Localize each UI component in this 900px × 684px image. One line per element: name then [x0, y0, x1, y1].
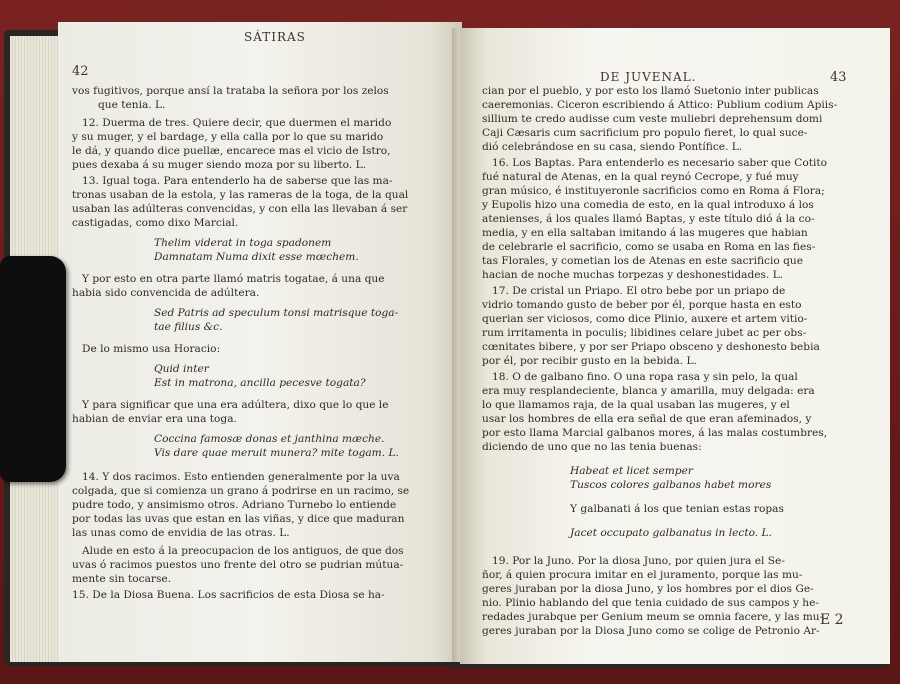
- right-text-line: Y galbanati á los que tenian estas ropas: [570, 503, 784, 515]
- left-text-line: Damnatam Numa dixit esse mœchem.: [154, 251, 359, 263]
- right-text-line: por él, por recibir gusto en la bebida. L.: [482, 355, 697, 367]
- left-text-line: pues dexaba á su muger siendo moza por su liberto. L.: [72, 159, 366, 171]
- left-text-line: uvas ó racimos puestos uno frente del otro se pudrian mútua-: [72, 559, 404, 571]
- left-text-line: vos fugitivos, porque ansí la trataba la señora por los zelos: [72, 85, 389, 97]
- right-text-line: rum irritamenta in poculis; libidines celare jubet ac per obs-: [482, 327, 807, 339]
- right-text-line: usar los hombres de ella era señal de que eran afeminados, y: [482, 413, 812, 425]
- right-text-line: caeremonias. Ciceron escribiendo á Attico: Publium codium Apiis-: [482, 99, 838, 111]
- left-text-line: colgada, que si comienza un grano á podrirse en un racimo, se: [72, 485, 410, 497]
- left-text-line: por todas las uvas que estan en las viñas, y dice que maduran: [72, 513, 405, 525]
- right-text-line: gran músico, é instituyeronle sacrificios como en Roma á Flora;: [482, 185, 825, 197]
- right-text-line: 18. O de galbano fino. O una ropa rasa y sin pelo, la qual: [492, 371, 798, 383]
- right-text-line: geres juraban por la diosa Juno, y los hombres por el dios Ge-: [482, 583, 814, 595]
- right-text-line: geres juraban por la Diosa Juno como se colige de Petronio Ar-: [482, 625, 820, 637]
- left-text-line: pudre todo, y ansimismo otros. Adriano Turnebo lo entiende: [72, 499, 397, 511]
- left-text-line: Quid inter: [154, 363, 209, 375]
- left-text-line: Y para significar que una era adúltera, dixo que lo que le: [82, 399, 389, 411]
- right-text-line: hacian de noche muchas torpezas y deshonestidades. L.: [482, 269, 784, 281]
- page-number-left: 42: [72, 64, 89, 79]
- left-text-line: tronas usaban de la estola, y las rameras de la toga, de la qual: [72, 189, 409, 201]
- signature-mark: E 2: [820, 612, 844, 628]
- right-text-line: Caji Cæsaris cum sacrificium pro populo fieret, lo qual suce-: [482, 127, 808, 139]
- bookmark-tab: [0, 256, 66, 482]
- right-text-line: redades jurabque per Genium meum se omnia facere, y las mu-: [482, 611, 824, 623]
- right-text-line: y Eupolis hizo una comedia de esto, en la qual introduxo á los: [482, 199, 814, 211]
- left-text-line: Sed Patris ad speculum tonsi matrisque toga-: [154, 307, 399, 319]
- left-text-line: Thelim viderat in toga spadonem: [154, 237, 332, 249]
- left-text-line: 12. Duerma de tres. Quiere decir, que duermen el marido: [82, 117, 392, 129]
- right-text-line: Habeat et licet semper: [570, 465, 693, 477]
- right-text-line: cian por el pueblo, y por esto los llamó Suetonio inter publicas: [482, 85, 819, 97]
- left-text-line: Vis dare quae meruit munera? mite togam. L.: [154, 447, 399, 459]
- left-text-line: De lo mismo usa Horacio:: [82, 343, 221, 355]
- right-text-line: cœnitates bibere, y por ser Priapo obsceno y deshonesto bebia: [482, 341, 820, 353]
- running-head-left: SÁTIRAS: [244, 30, 306, 44]
- right-text-line: diciendo de uno que no las tenia buenas:: [482, 441, 702, 453]
- right-text-line: media, y en ella saltaban imitando á las mugeres que habian: [482, 227, 808, 239]
- left-text-line: 14. Y dos racimos. Esto entienden generalmente por la uva: [82, 471, 400, 483]
- left-text-line: 15. De la Diosa Buena. Los sacrificios de esta Diosa se ha-: [72, 589, 385, 601]
- left-text-line: Alude en esto á la preocupacion de los antiguos, de que dos: [82, 545, 404, 557]
- right-text-line: 19. Por la Juno. Por la diosa Juno, por quien jura el Se-: [492, 555, 785, 567]
- left-text-line: tae filius &c.: [154, 321, 223, 333]
- right-text-line: lo que llamamos raja, de la qual usaban las mugeres, y el: [482, 399, 790, 411]
- running-head-right: DE JUVENAL.: [600, 70, 697, 84]
- right-text-line: tas Florales, y cometian los de Atenas en este sacrificio que: [482, 255, 803, 267]
- right-text-line: Jacet occupato galbanatus in lecto. L.: [570, 527, 772, 539]
- right-text-line: fué natural de Atenas, en la qual reynó Cecrope, y fué muy: [482, 171, 799, 183]
- right-text-line: 17. De cristal un Priapo. El otro bebe por un priapo de: [492, 285, 786, 297]
- left-text-line: habia sido convencida de adúltera.: [72, 287, 260, 299]
- page-number-right: 43: [830, 70, 847, 85]
- right-text-line: atenienses, á los quales llamó Baptas, y este título dió á la co-: [482, 213, 815, 225]
- left-text-line: que tenia. L.: [98, 99, 166, 111]
- right-text-line: vidrio tomando gusto de beber por él, porque hasta en esto: [482, 299, 802, 311]
- right-text-line: de celebrarle el sacrificio, como se usaba en Roma en las fies-: [482, 241, 816, 253]
- right-text-line: por esto llama Marcial galbanos mores, á las malas costumbres,: [482, 427, 828, 439]
- left-text-line: castigadas, como dixo Marcial.: [72, 217, 239, 229]
- left-text-line: y su muger, y el bardage, y ella calla por lo que su marido: [72, 131, 384, 143]
- right-page: [460, 28, 890, 664]
- right-text-line: dió celebrándose en su casa, siendo Pontífice. L.: [482, 141, 743, 153]
- right-text-line: sillium te credo audisse cum veste muliebri deprehensum domi: [482, 113, 823, 125]
- right-text-line: era muy resplandeciente, blanca y amarilla, muy delgada: era: [482, 385, 815, 397]
- left-text-line: usaban las adúlteras convencidas, y con ella las llevaban á ser: [72, 203, 408, 215]
- right-text-line: nio. Plinio hablando del que tenia cuidado de sus campos y he-: [482, 597, 819, 609]
- left-text-line: Est in matrona, ancilla pecesve togata?: [154, 377, 366, 389]
- right-text-line: Tuscos colores galbanos habet mores: [570, 479, 772, 491]
- left-text-line: Y por esto en otra parte llamó matris togatae, á una que: [82, 273, 385, 285]
- left-text-line: habian de enviar era una toga.: [72, 413, 237, 425]
- left-text-line: las unas como de envidia de las otras. L.: [72, 527, 290, 539]
- left-page: [58, 22, 462, 662]
- right-text-line: querian ser viciosos, como dice Plinio, auxere et artem vitio-: [482, 313, 808, 325]
- left-text-line: Coccina famosæ donas et janthina mæche.: [154, 433, 385, 445]
- right-text-line: ñor, á quien procura imitar en el juramento, porque las mu-: [482, 569, 803, 581]
- left-text-line: mente sin tocarse.: [72, 573, 172, 585]
- left-text-line: le dá, y quando dice puellæ, encarece mas el vicio de Istro,: [72, 145, 391, 157]
- left-text-line: 13. Igual toga. Para entenderlo ha de saberse que las ma-: [82, 175, 393, 187]
- right-text-line: 16. Los Baptas. Para entenderlo es necesario saber que Cotito: [492, 157, 828, 169]
